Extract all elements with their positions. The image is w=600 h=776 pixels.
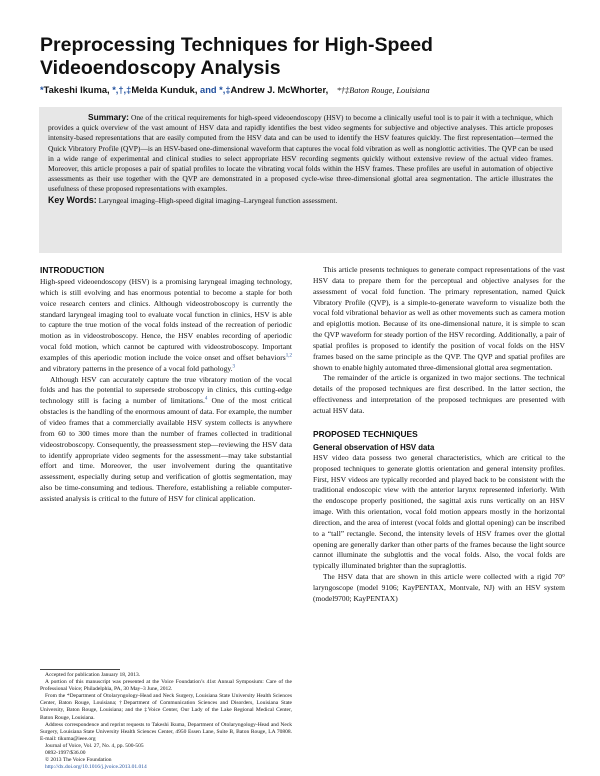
footnote-journal: Journal of Voice, Vol. 27, No. 4, pp. 500-505 (45, 742, 144, 749)
introduction-heading: INTRODUCTION (40, 265, 105, 275)
author-1-name: Takeshi Ikuma, (43, 85, 110, 95)
proposed-techniques-heading: PROPOSED TECHNIQUES (313, 428, 418, 439)
author-2-marks: *,†,‡ (112, 85, 132, 95)
abstract (48, 112, 553, 195)
author-3-marks: and *,‡ (200, 85, 231, 95)
footnote-correspondence: Address correspondence and reprint requests to Takeshi Ikuma, Department of Otolaryngology-Head and Neck Surgery, Louisiana State University Health Sciences Center, 4950 Essen Lane, Suite B, Baton Rouge, LA 70808. E-mail: tikuma@ieee.org (40, 721, 292, 742)
intro-p1-text-b: and vibratory patterns in the presence of a vocal fold pathology. (40, 363, 233, 373)
right-paragraph-4: The HSV data that are shown in this article were collected with a rigid 70° laryngoscope (model 9106; KayPENTAX, Montvale, NJ) with an HSV system (model9700; KayPENTAX) (313, 572, 565, 603)
intro-p1-text-a: High-speed videoendoscopy (HSV) is a promising laryngeal imaging technology, which is still evolving and has enormous potential to become a staple for both voice research centers and clinics. Although videostroboscopy is currently the standard laryngeal imaging tool to evaluate vocal function in clinics, HSV is able to capture the true motion of the vocal folds instead of the recreation of periodic motion as in videostroboscopy. Hence, the HSV enables recording of aperiodic vocal fold motion, which cannot be captured with videostroboscopy. Important examples of this aperiodic motion include the voice onset and offset behaviors (40, 277, 292, 362)
citation-3[interactable]: 3 (232, 364, 236, 370)
doi-link[interactable]: http://dx.doi.org/10.1016/j.jvoice.2013.01.014 (45, 764, 147, 771)
section-spacer (313, 417, 565, 429)
keywords-text: Laryngeal imaging–High-speed digital imaging–Laryngeal function assessment. (98, 195, 338, 205)
citation-1-2[interactable]: 1,2 (285, 353, 292, 359)
abstract-text: One of the critical requirements for high-speed videoendoscopy (HSV) to become a clinically useful tool is to pair it with a technique, which provides a quick overview of the vast amount of HSV data and rapidly identifies the best video segments for subjective and objective analyses. This article proposes intensity-based representations that are easily computed from the HSV data and can be used to identify the HSV features quickly. The first representation—termed the Quick Vibratory Profile (QVP)—is an HSV-based one-dimensional waveform that captures the vocal fold vibration as well as nonglottic activities. The QVP can be used in a wide range of experimental and clinical studies to select appropriate HSV recording segments quickly without extensive review of the actual video frames. Moreover, this article proposes a pair of spatial profiles to locate the vibrating vocal folds within the HSV frames. These profiles are useful in automation of objective assessments as their use together with the QVP are demonstrated in a proposed cycle-wise three-dimensional glottal area segmentation. The article illustrates the usefulness of these proposed representations with examples. (48, 113, 553, 194)
keywords-label: Key Words: (48, 194, 97, 205)
intro-paragraph-2 (40, 375, 292, 505)
abstract-label: Summary: (88, 112, 129, 122)
author-line (40, 85, 570, 96)
right-paragraph-2: The remainder of the article is organized in two major sections. The technical details of the proposed techniques are first described. In the latter section, the effectiveness and interpretation of the proposed techniques are presented with actual HSV data. (313, 373, 565, 415)
author-3-name: Andrew J. McWhorter, (230, 85, 329, 95)
footnote-accepted: Accepted for publication January 18, 2013. (45, 672, 141, 678)
footnote-issn: 0892-1997/$36.00 (45, 750, 86, 757)
footnote-presented: A portion of this manuscript was presented at the Voice Foundation’s 41st Annual Symposium: Care of the Professional Voice; Philadelphia, PA, 30 May–3 June, 2012. (40, 679, 292, 693)
footnote-affiliations: From the *Department of Otolaryngology-Head and Neck Surgery, Louisiana State University Health Sciences Center, Baton Rouge, Louisiana; †Department of Communication Sciences and Disorders, Louisiana State University, Baton Rouge, Louisiana; and the ‡Voice Center, Our Lady of the Lake Regional Medical Center, Baton Rouge, Louisiana. (40, 693, 292, 721)
general-observation-subheading: General observation of HSV data (313, 442, 435, 452)
author-affiliation: *†‡Baton Rouge, Louisiana (336, 86, 430, 95)
right-column (313, 265, 565, 605)
footnote-copyright: © 2013 The Voice Foundation (45, 757, 112, 764)
citation-4[interactable]: 4 (204, 396, 208, 402)
intro-paragraph-1 (40, 277, 292, 375)
author-1-marks: * (40, 85, 44, 95)
keywords (48, 195, 553, 206)
right-paragraph-1: This article presents techniques to generate compact representations of the vast HSV data to prepare them for the perceptual and objective analyses for the assessment of vocal fold function. The primary representation, named Quick Vibratory Profile (QVP), is a simple-to-generate waveform to visualize both the vocal fold vibrational behavior as well as other movements such as camera motion and epiglottis motion. Because of its one-dimensional nature, it is simple to scan the QVP waveform for steady portion of the HSV recording. Additionally, a pair of spatial profiles is proposed to identify the position of vocal folds on the HSV frames based on the same principle as the QVP. The QVP and spatial profiles are shown to enable highly automated three-dimensional glottal area segmentation. (313, 265, 565, 372)
footnotes (40, 672, 292, 771)
intro-p2-text-b: One of the most critical obstacles is the handling of the enormous amount of data. For example, the number of video frames that a commercially available HSV system collects is anywhere from 60 to 300 times more than the number of frames collected in traditional videostroboscopy. Consequently, the preassessment step—reviewing the HSV data to identify appropriate video segments for the assessment—may take substantial effort and time. Moreover, the user involvement during the quantitative assessment, especially during setup and verification of glottis segmentation, may also be time-consuming and tedious. Therefore, establishing a reliable computer-assisted analysis is critical to the future of HSV for clinical application. (40, 396, 292, 503)
article-title: Preprocessing Techniques for High-Speed Videoendoscopy Analysis (40, 34, 433, 79)
left-column (40, 265, 292, 505)
author-2-name: Melda Kunduk, (131, 85, 198, 95)
abstract-box (39, 107, 562, 253)
right-paragraph-3: HSV video data possess two general characteristics, which are critical to the proposed techniques to generate glottis orientation and general intensity profiles. First, HSV videos are typically recorded and played back to be consistent with the traditional endoscopic view with the anterior larynx represented inferiorly. With the endoscope properly positioned, the sagittal axis runs vertically on an HSV image. With this orientation, vocal fold motion appears mostly in the horizontal direction, and the area of interest (vocal folds and glottal opening) can be inscribed to a “tall” rectangle. Second, the intensity levels of HSV frames over the glottal opening are generally darker than other parts of the frames because the light source cannot illuminate the subglottis and the vocal folds. Also, the vocal folds are typically illuminated brighter than the supraglottis. (313, 452, 565, 571)
author-names (40, 85, 331, 95)
footnote-divider (40, 669, 120, 670)
intro-p2-text-a: Although HSV can accurately capture the true vibratory motion of the vocal folds and has the potential to supersede stroboscopy in clinics, this cutting-edge technology still is facing a number of limitations. (40, 374, 292, 406)
